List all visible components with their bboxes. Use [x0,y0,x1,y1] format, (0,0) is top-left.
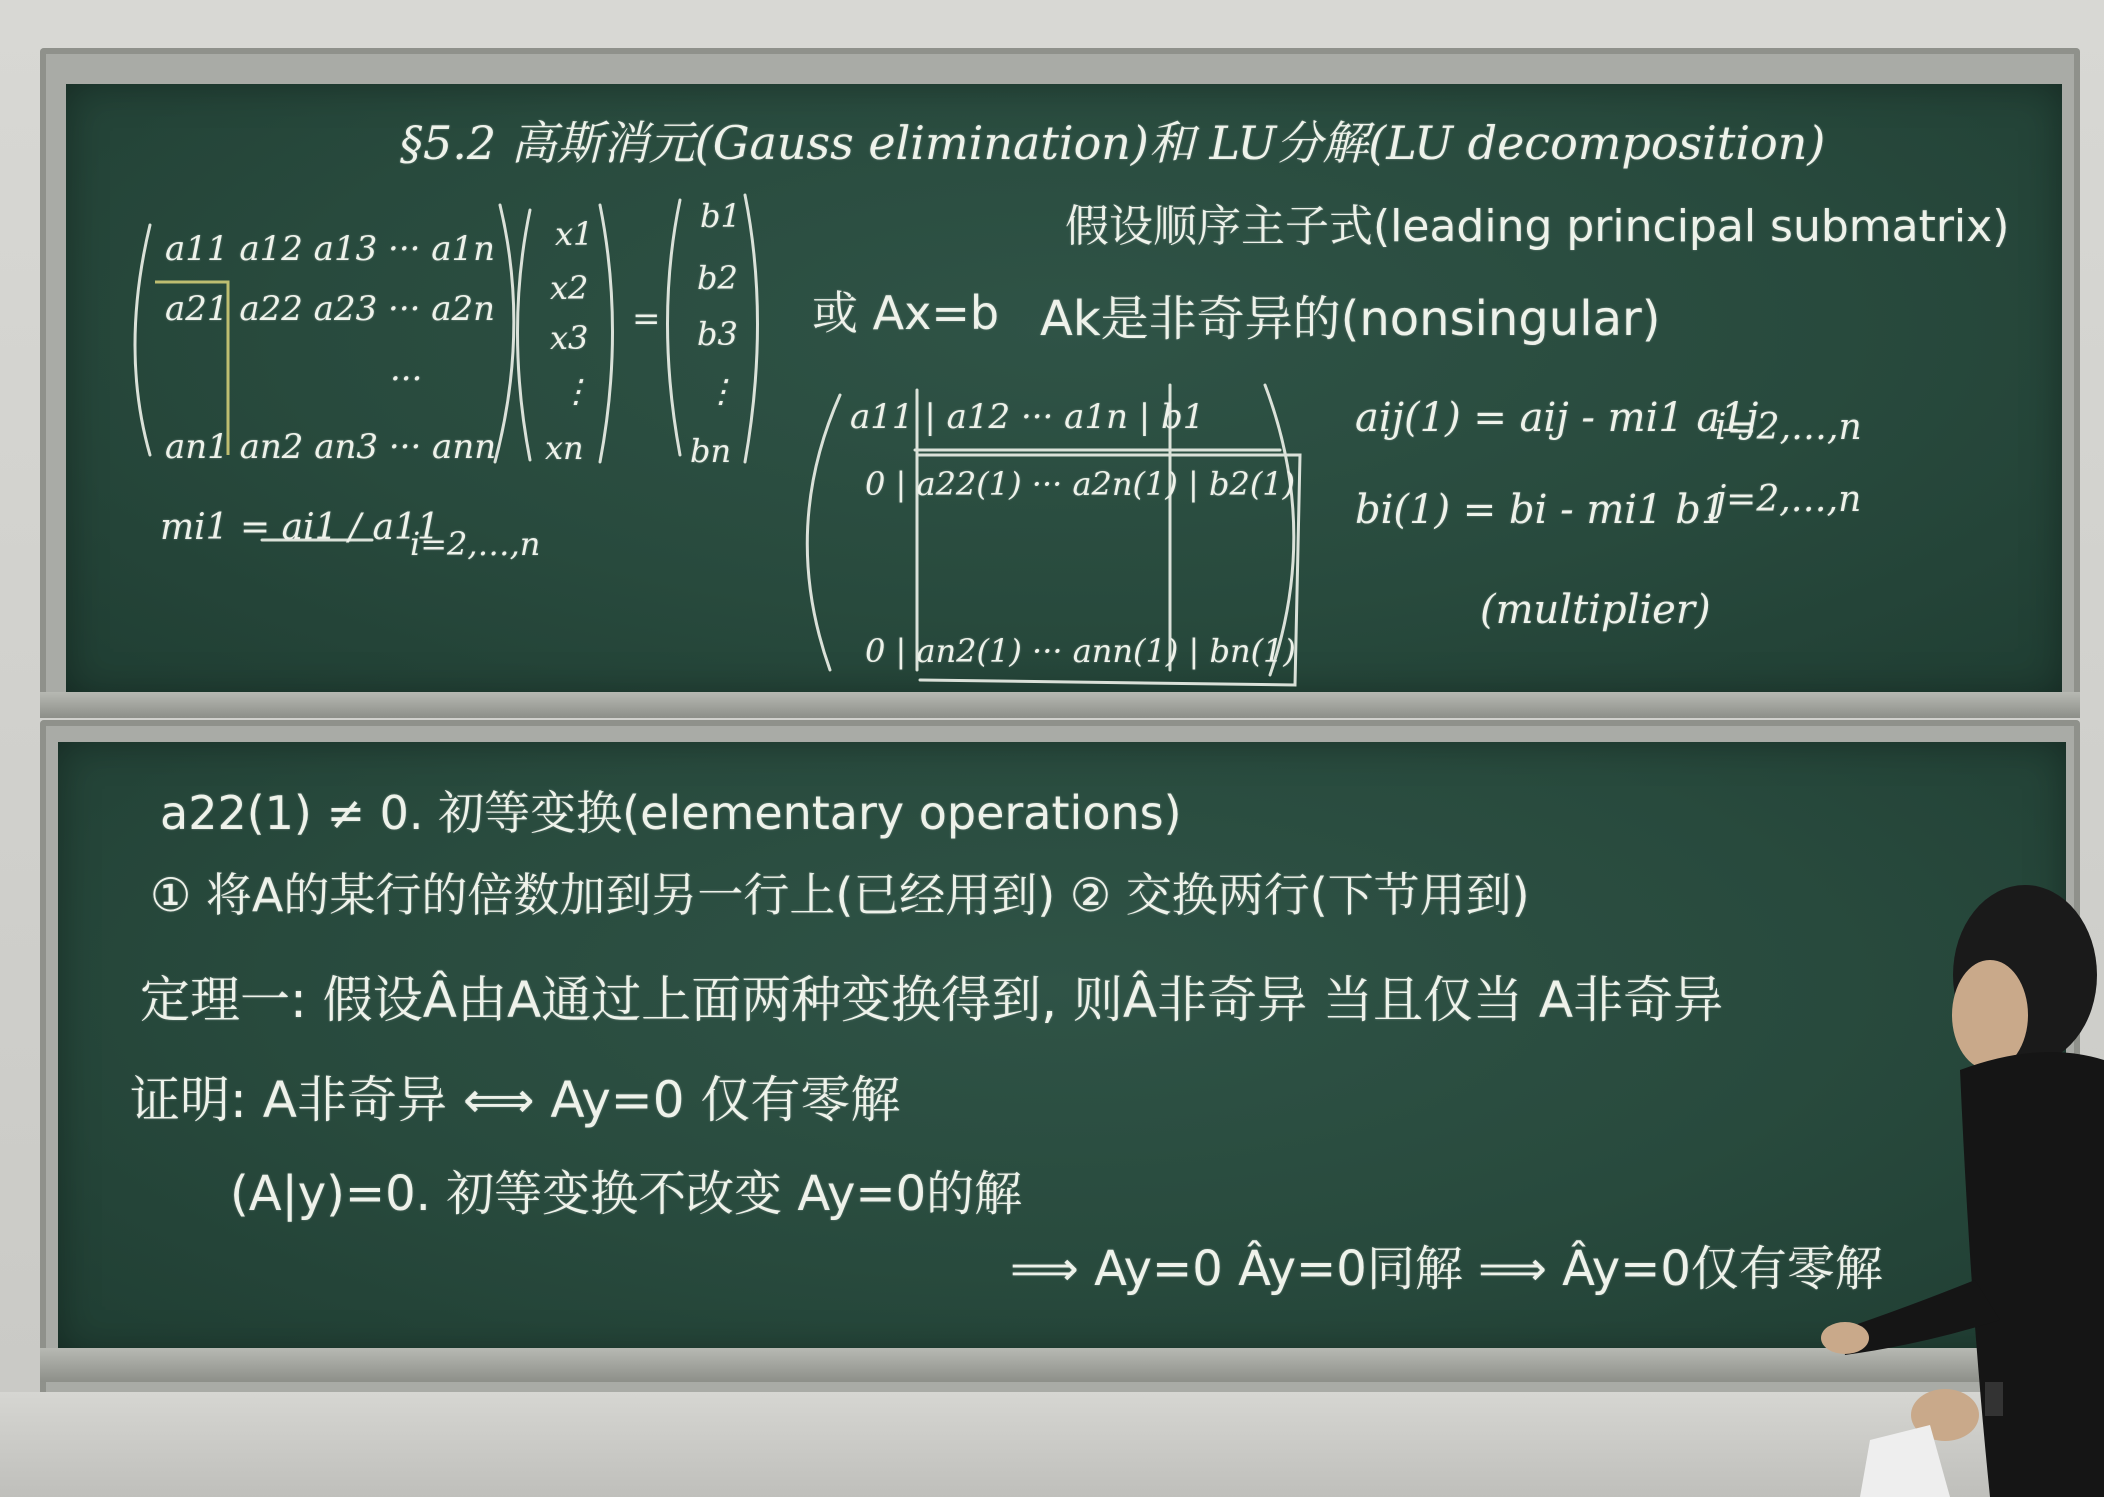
multiplier-range: i=2,…,n [410,525,541,563]
augmented-row-3: 0 | an2(1) ··· ann(1) | bn(1) [865,632,1296,670]
x-entry: x3 [550,319,589,357]
b-entry: b1 [700,197,741,235]
b-entry: b3 [697,315,738,353]
update-a-formula: aij(1) = aij - mi1 a1j [1355,395,1759,441]
b-entry: ⋮ [705,372,737,410]
x-entry: xn [545,429,584,467]
augmented-row-1: a11 | a12 ··· a1n | b1 [850,397,1205,437]
lecturer-body [1960,1052,2104,1497]
proof-line-3: ⟹ Ay=0 Ây=0同解 ⟹ Ây=0仅有零解 [1010,1241,1883,1297]
x-entry: x1 [555,215,594,253]
range-i: i=2,…,n [1715,407,1862,448]
assumption-line-1: 假设顺序主子式(leading principal submatrix) [1065,201,2010,252]
title: §5.2 高斯消元(Gauss elimination)和 LU分解(LU decomposition) [400,116,1826,170]
range-j: j=2,…,n [1715,479,1862,520]
matrix-row-4: an1 an2 an3 ··· ann [165,427,497,467]
ax-equals-b: 或 Ax=b [812,286,1000,340]
matrix-row-2: a21 a22 a23 ··· a2n [165,289,496,329]
x-entry: x2 [550,269,589,307]
bottom-line-1: a22(1) ≠ 0. 初等变换(elementary operations) [160,786,1182,840]
equals-sign: = [632,299,661,339]
lecturer-hand [1821,1322,1869,1354]
proof-line-1: 证明: A非奇异 ⟺ Ay=0 仅有零解 [130,1071,901,1129]
matrix-row-3: ··· [390,359,423,399]
update-b-formula: bi(1) = bi - mi1 b1 [1355,487,1727,533]
x-entry: ⋮ [560,372,592,410]
assumption-line-2: Ak是非奇异的(nonsingular) [1040,291,1661,347]
b-entry: bn [690,432,732,470]
matrix-row-1: a11 a12 a13 ··· a1n [165,229,496,269]
proof-line-2: (A|y)=0. 初等变换不改变 Ay=0的解 [230,1166,1023,1222]
multiplier-label: (multiplier) [1480,587,1711,633]
theorem-one: 定理一: 假设Â由A通过上面两种变换得到, 则Â非奇异 当且仅当 A非奇异 [140,971,1724,1029]
augmented-row-2: 0 | a22(1) ··· a2n(1) | b2(1) [865,465,1296,503]
b-entry: b2 [697,259,738,297]
multiplier-formula: mi1 = ai1 / a11 [160,507,440,548]
wristwatch [1985,1382,2003,1416]
lecturer-face [1952,960,2028,1070]
bottom-line-2: ① 将A的某行的倍数加到另一行上(已经用到) ② 交换两行(下节用到) [150,868,1530,922]
